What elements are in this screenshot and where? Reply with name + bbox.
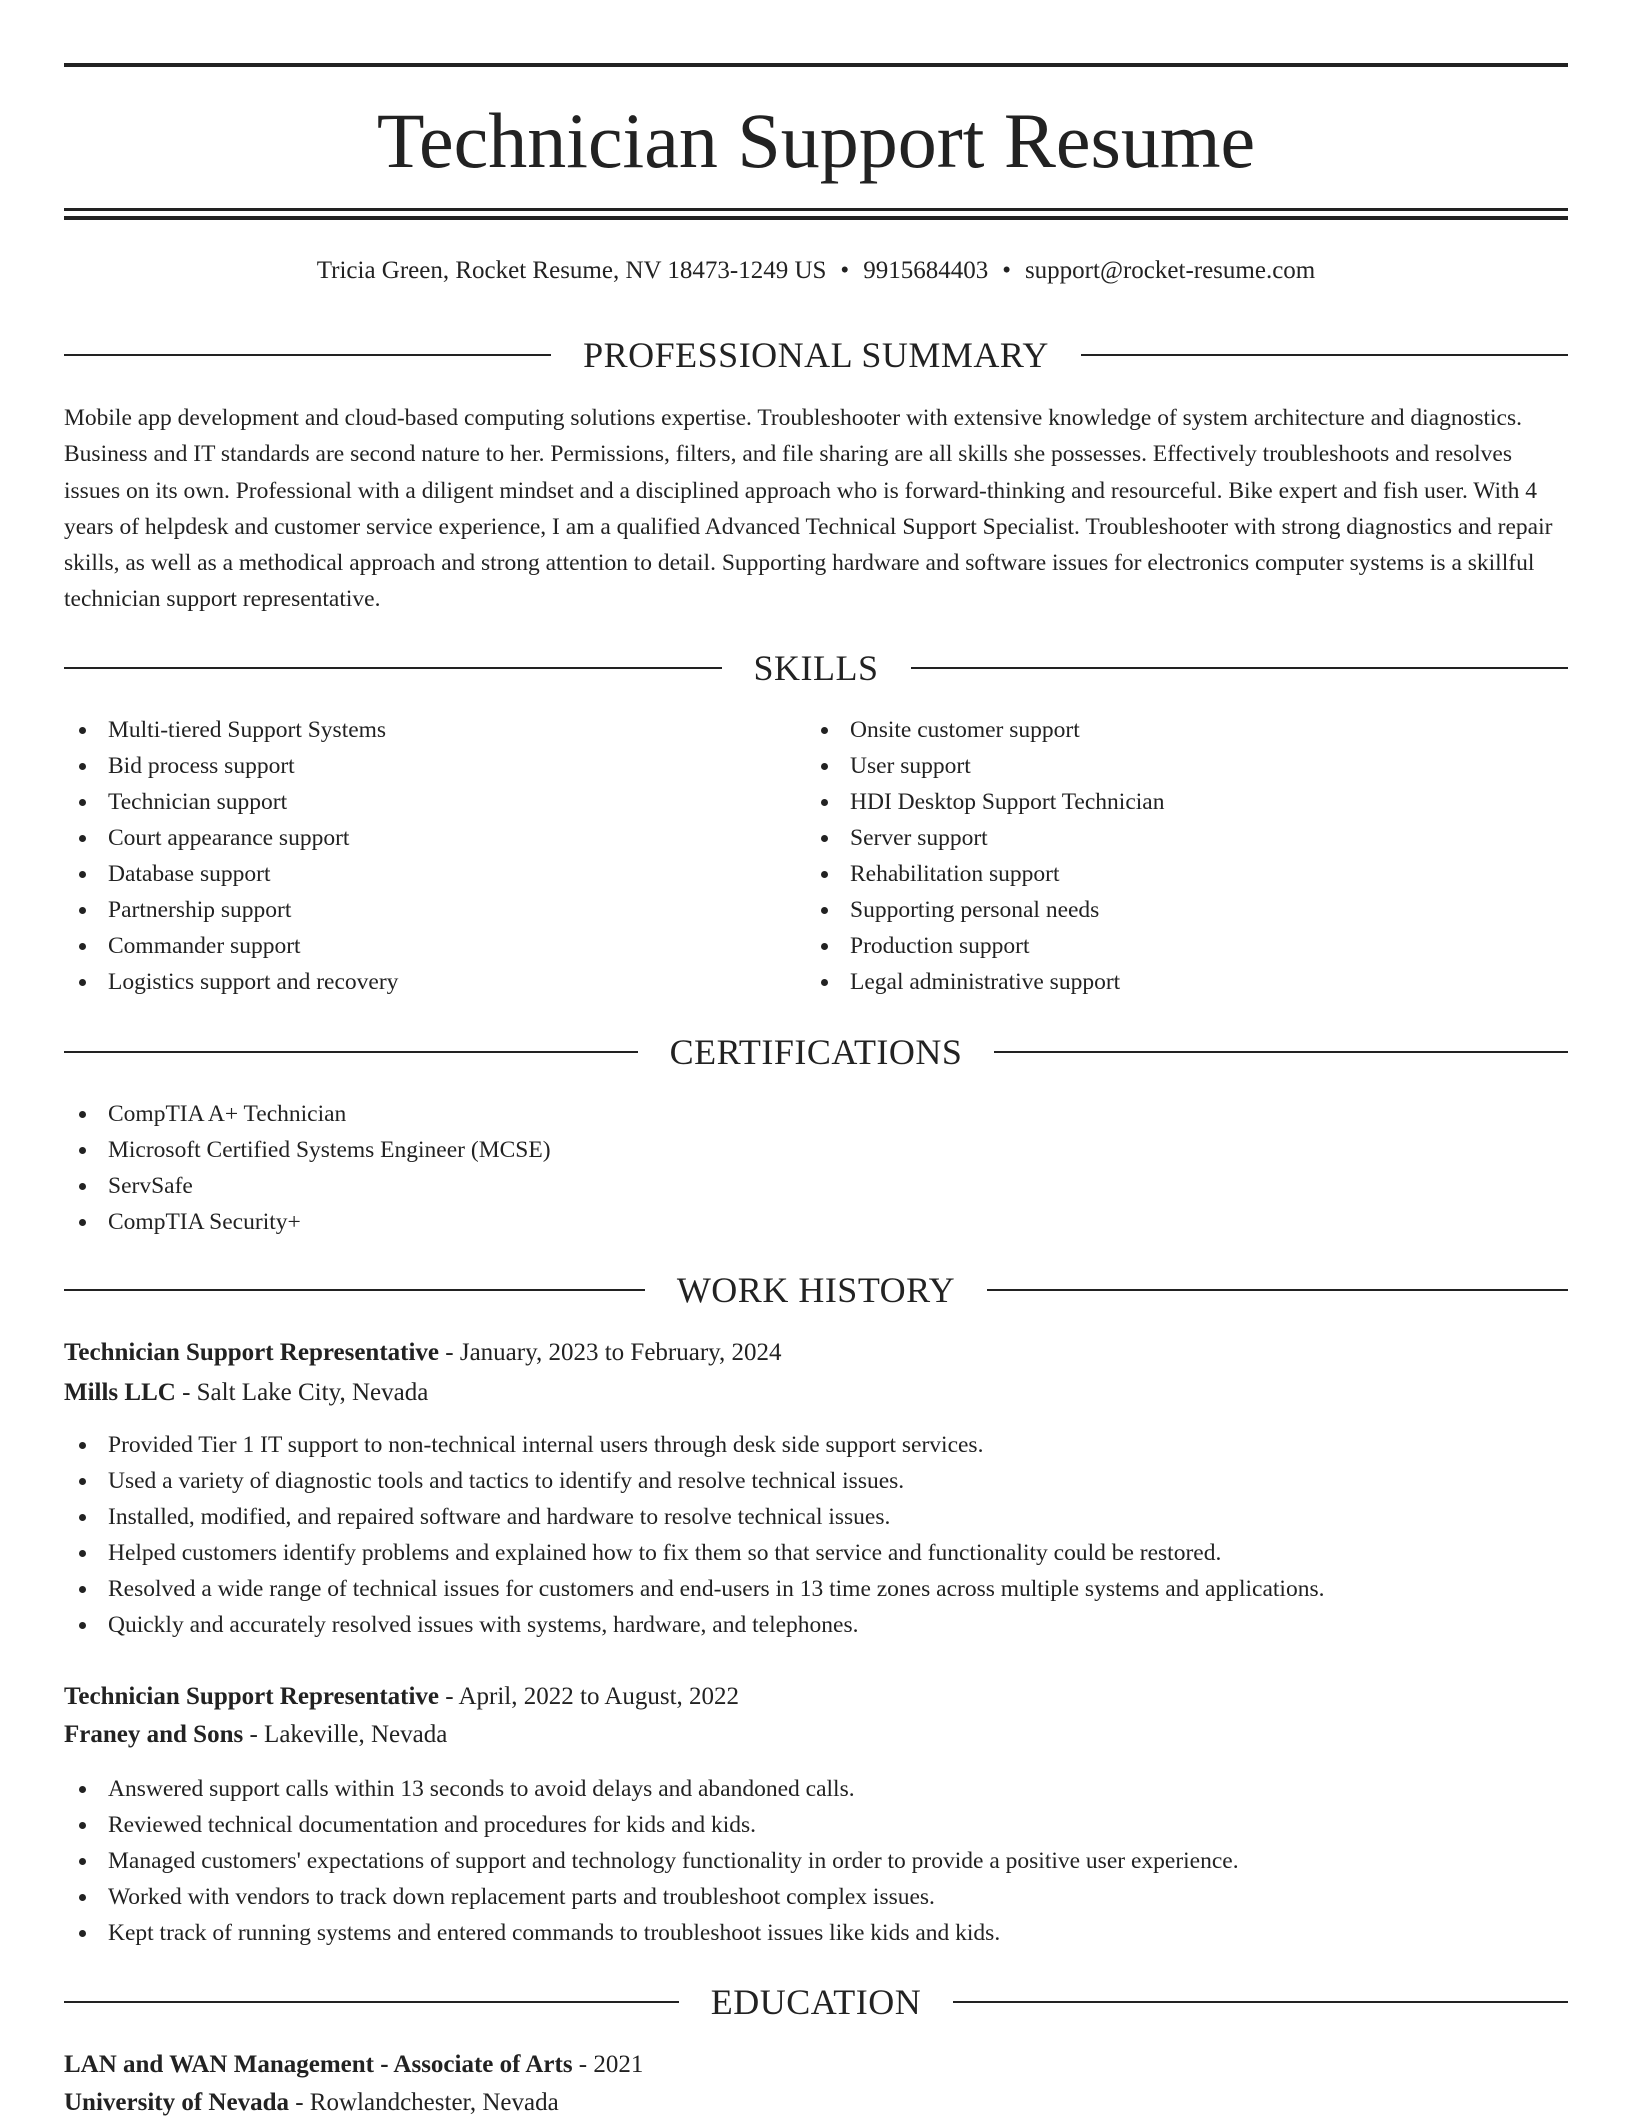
bullet-icon	[79, 1219, 86, 1226]
skill-label: Logistics support and recovery	[108, 969, 399, 995]
skills-list-left	[64, 712, 804, 1000]
section-title: SKILLS	[753, 648, 879, 688]
job-company-line	[64, 1374, 1568, 1412]
duty-text: Used a variety of diagnostic tools and tactics to identify and resolve technical issues.	[108, 1468, 905, 1494]
bullet-icon	[821, 871, 828, 878]
list-item	[64, 820, 804, 856]
bullet-icon	[821, 979, 828, 986]
bullet-icon	[79, 727, 86, 734]
education-location: - Rowlandchester, Nevada	[295, 2089, 559, 2116]
job-title-line	[64, 1334, 1568, 1372]
bullet-icon	[79, 1147, 86, 1154]
list-item	[806, 712, 1546, 748]
skill-label: User support	[850, 753, 971, 779]
list-item	[64, 1463, 1568, 1499]
list-item	[64, 712, 804, 748]
skill-label: HDI Desktop Support Technician	[850, 789, 1165, 815]
list-item	[64, 1879, 1568, 1915]
header-double-rule-upper	[64, 208, 1568, 211]
skill-label: Production support	[850, 933, 1030, 959]
list-item	[64, 784, 804, 820]
heading-rule-right	[953, 2001, 1568, 2003]
skill-label: Bid process support	[108, 753, 295, 779]
job-company: Mills LLC	[64, 1379, 176, 1406]
contact-address: Tricia Green, Rocket Resume, NV 18473-1249 US	[316, 257, 827, 284]
contact-separator: •	[840, 257, 850, 284]
list-item	[64, 1427, 1568, 1463]
list-item	[806, 748, 1546, 784]
bullet-icon	[79, 979, 86, 986]
list-item	[64, 1807, 1568, 1843]
section-title: EDUCATION	[710, 1982, 922, 2022]
skill-label: Database support	[108, 861, 271, 887]
education-year: - 2021	[578, 2051, 644, 2078]
skill-label: Server support	[850, 825, 988, 851]
skill-label: Legal administrative support	[850, 969, 1121, 995]
list-item	[64, 1132, 1568, 1168]
section-title: PROFESSIONAL SUMMARY	[583, 335, 1049, 375]
list-item	[64, 1915, 1568, 1951]
certification-label: CompTIA A+ Technician	[108, 1101, 347, 1127]
bullet-icon	[79, 1183, 86, 1190]
bullet-icon	[79, 763, 86, 770]
education-degree: LAN and WAN Management - Associate of Arts	[64, 2051, 573, 2078]
heading-rule-right	[987, 1289, 1568, 1291]
list-item	[64, 1204, 1568, 1240]
skill-label: Court appearance support	[108, 825, 350, 851]
job-company-line	[64, 1716, 1568, 1754]
bullet-icon	[821, 835, 828, 842]
job-dates: - January, 2023 to February, 2024	[445, 1339, 782, 1366]
bullet-icon	[79, 1514, 86, 1521]
job-location: - Lakeville, Nevada	[249, 1721, 448, 1748]
duty-text: Answered support calls within 13 seconds to avoid delays and abandoned calls.	[108, 1776, 855, 1802]
duty-text: Managed customers' expectations of support and technology functionality in order to provide a positive user experience.	[108, 1848, 1239, 1874]
resume-title: Technician Support Resume	[376, 97, 1256, 184]
bullet-icon	[79, 1111, 86, 1118]
list-item	[64, 964, 804, 1000]
skill-label: Technician support	[108, 789, 288, 815]
duty-text: Resolved a wide range of technical issues for customers and end-users in 13 time zones across multiple systems and applications.	[108, 1576, 1325, 1602]
section-heading-skills	[64, 646, 1568, 690]
bullet-icon	[79, 799, 86, 806]
duty-text: Installed, modified, and repaired software and hardware to resolve technical issues.	[108, 1504, 891, 1530]
bullet-icon	[79, 1550, 86, 1557]
certifications-list	[64, 1096, 1568, 1240]
bullet-icon	[79, 1894, 86, 1901]
bullet-icon	[79, 1586, 86, 1593]
bullet-icon	[79, 1786, 86, 1793]
skill-label: Multi-tiered Support Systems	[108, 717, 387, 743]
list-item	[64, 856, 804, 892]
section-title: CERTIFICATIONS	[669, 1032, 963, 1072]
heading-rule-right	[911, 667, 1569, 669]
section-title: WORK HISTORY	[676, 1270, 956, 1310]
list-item	[806, 928, 1546, 964]
bullet-icon	[79, 907, 86, 914]
duty-text: Worked with vendors to track down replacement parts and troubleshoot complex issues.	[108, 1884, 935, 1910]
bullet-icon	[821, 727, 828, 734]
bullet-icon	[79, 1442, 86, 1449]
list-item	[806, 964, 1546, 1000]
section-heading-certifications	[64, 1030, 1568, 1074]
list-item	[64, 1843, 1568, 1879]
skill-label: Commander support	[108, 933, 301, 959]
duty-text: Helped customers identify problems and explained how to fix them so that service and functionality could be restored.	[108, 1540, 1222, 1566]
list-item	[64, 1499, 1568, 1535]
list-item	[806, 820, 1546, 856]
heading-rule-right	[1081, 354, 1568, 356]
bullet-icon	[821, 799, 828, 806]
bullet-icon	[79, 1930, 86, 1937]
job-dates: - April, 2022 to August, 2022	[445, 1683, 740, 1710]
education-school: University of Nevada	[64, 2089, 289, 2116]
education-degree-line	[64, 2046, 1568, 2084]
certification-label: Microsoft Certified Systems Engineer (MCSE)	[108, 1137, 551, 1163]
job-duties-list	[64, 1427, 1568, 1643]
list-item	[806, 892, 1546, 928]
heading-rule-left	[64, 354, 551, 356]
heading-rule-left	[64, 667, 722, 669]
list-item	[64, 892, 804, 928]
list-item	[64, 1168, 1568, 1204]
section-heading-work-history	[64, 1268, 1568, 1312]
contact-line	[64, 252, 1568, 290]
job-title-line	[64, 1678, 1568, 1716]
skills-list-right	[806, 712, 1546, 1000]
header-double-rule-lower	[64, 216, 1568, 220]
duty-text: Provided Tier 1 IT support to non-technical internal users through desk side support services.	[108, 1432, 984, 1458]
education-school-line	[64, 2084, 1568, 2122]
job-duties-list	[64, 1771, 1568, 1951]
heading-rule-left	[64, 2001, 679, 2003]
heading-rule-left	[64, 1051, 638, 1053]
section-heading-summary	[64, 333, 1568, 377]
contact-email: support@rocket-resume.com	[1024, 257, 1316, 284]
bullet-icon	[821, 763, 828, 770]
bullet-icon	[79, 1478, 86, 1485]
skill-label: Supporting personal needs	[850, 897, 1100, 923]
contact-separator: •	[1002, 257, 1011, 284]
section-heading-education	[64, 1980, 1568, 2024]
list-item	[806, 784, 1546, 820]
list-item	[64, 1607, 1568, 1643]
job-location: - Salt Lake City, Nevada	[182, 1379, 429, 1406]
heading-rule-left	[64, 1289, 645, 1291]
job-title: Technician Support Representative	[64, 1683, 440, 1710]
duty-text: Quickly and accurately resolved issues with systems, hardware, and telephones.	[108, 1612, 859, 1638]
job-title: Technician Support Representative	[64, 1339, 440, 1366]
contact-phone: 9915684403	[863, 257, 989, 284]
header-top-rule	[64, 63, 1568, 67]
certification-label: ServSafe	[108, 1173, 193, 1199]
summary-text: Mobile app development and cloud-based computing solutions expertise. Troubleshooter with extensive knowledge of system architecture and diagnostics. Business and IT standards are second nature to her. Permissions, filters, and file sharing are all skills she possesses. Effectively troubleshoots and resolves issues on its own. Professional with a diligent mindset and a disciplined approach who is forward-thinking and resourceful. Bike expert and fish user. With 4 years of helpdesk and customer service experience, I am a qualified Advanced Technical Support Specialist. Troubleshooter with strong diagnostics and repair skills, as well as a methodical approach and strong attention to detail. Supporting hardware and software issues for electronics computer systems is a skillful technician support representative.	[64, 405, 1553, 613]
bullet-icon	[79, 1822, 86, 1829]
job-company: Franey and Sons	[64, 1721, 244, 1748]
skill-label: Rehabilitation support	[850, 861, 1060, 887]
heading-rule-right	[994, 1051, 1568, 1053]
bullet-icon	[79, 835, 86, 842]
duty-text: Reviewed technical documentation and procedures for kids and kids.	[108, 1812, 757, 1838]
bullet-icon	[79, 871, 86, 878]
list-item	[64, 928, 804, 964]
certification-label: CompTIA Security+	[108, 1209, 301, 1235]
list-item	[806, 856, 1546, 892]
list-item	[64, 1571, 1568, 1607]
bullet-icon	[79, 943, 86, 950]
list-item	[64, 1771, 1568, 1807]
list-item	[64, 1096, 1568, 1132]
list-item	[64, 748, 804, 784]
duty-text: Kept track of running systems and entered commands to troubleshoot issues like kids and kids.	[108, 1920, 1001, 1946]
bullet-icon	[821, 943, 828, 950]
bullet-icon	[79, 1858, 86, 1865]
bullet-icon	[821, 907, 828, 914]
skill-label: Onsite customer support	[850, 717, 1080, 743]
bullet-icon	[79, 1622, 86, 1629]
skill-label: Partnership support	[108, 897, 292, 923]
list-item	[64, 1535, 1568, 1571]
